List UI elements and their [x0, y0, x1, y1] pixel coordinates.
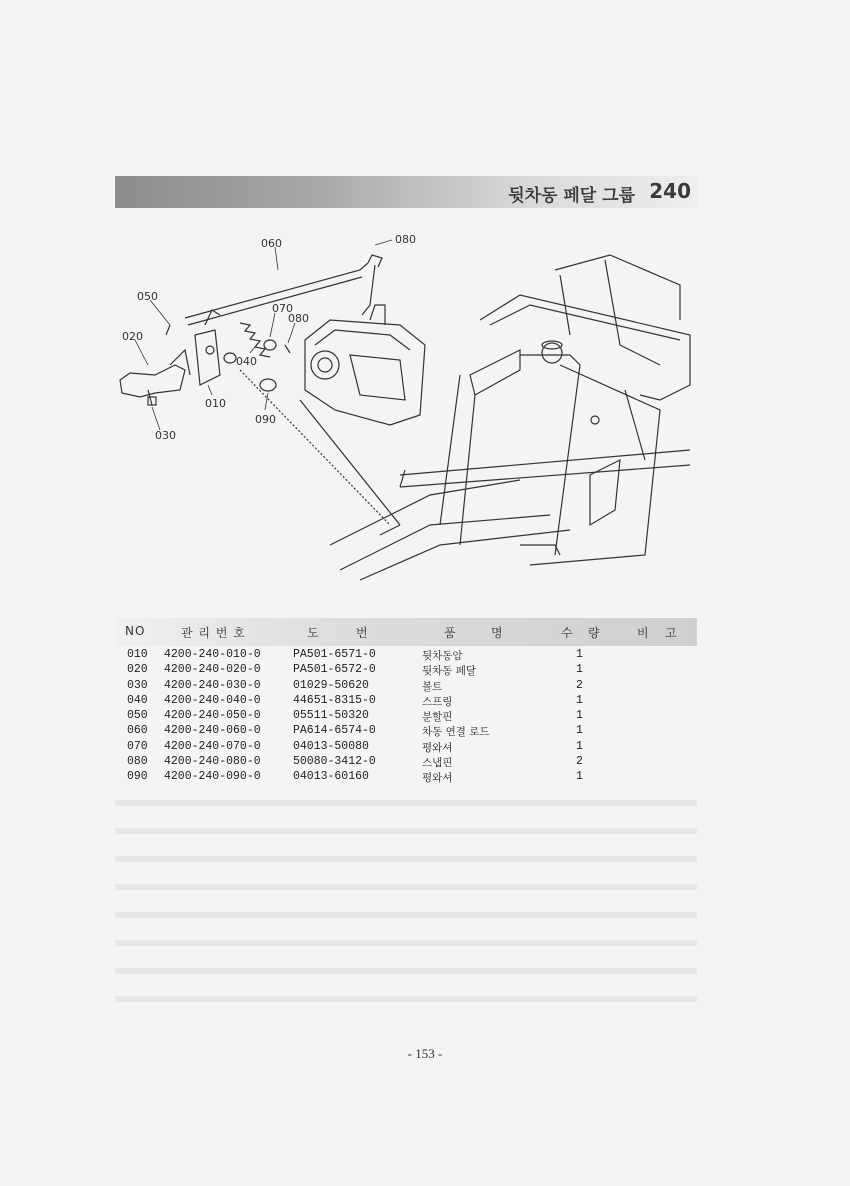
cell-qty: 1: [576, 693, 583, 707]
cell-qty: 2: [576, 755, 583, 769]
table-row: [127, 770, 697, 785]
cotter-pin-050: [166, 325, 170, 335]
col-name-2: 명: [491, 626, 504, 640]
cell-name: 평와셔: [422, 741, 453, 754]
col-no: NO: [125, 624, 146, 638]
cell-drawing: 01029-50620: [293, 678, 369, 692]
cell-code: 4200-240-040-0: [164, 693, 261, 707]
cell-drawing: 05511-50320: [293, 709, 369, 723]
col-remarks-1: 비: [637, 626, 650, 640]
cell-drawing: 50080-3412-0: [293, 755, 376, 769]
callout-090: 090: [255, 413, 276, 426]
table-row: [127, 694, 697, 709]
snap-pin-080: [285, 345, 290, 353]
callout-030: 030: [155, 429, 176, 442]
callout-060: 060: [261, 237, 282, 250]
cell-name: 평와셔: [422, 772, 453, 785]
cell-drawing: PA614-6574-0: [293, 724, 376, 738]
scan-noise-line: [115, 940, 697, 946]
cell-name: 볼트: [422, 680, 443, 693]
transmission-block: [305, 305, 425, 425]
group-number: 240: [649, 179, 691, 203]
table-row: [127, 724, 697, 739]
col-qty-2: 량: [588, 626, 601, 640]
cell-qty: 1: [576, 648, 583, 661]
table-row: [127, 740, 697, 755]
callout-020: 020: [122, 330, 143, 343]
cell-code: 4200-240-030-0: [164, 678, 261, 692]
frame-structure: [240, 255, 690, 580]
cell-code: 4200-240-020-0: [164, 663, 261, 677]
cell-name: 스프링: [422, 695, 453, 708]
section-header: [115, 176, 697, 208]
cell-drawing: 44651-8315-0: [293, 693, 376, 707]
cell-code: 4200-240-010-0: [164, 648, 261, 661]
col-qty-1: 수: [561, 626, 574, 640]
callout-040: 040: [236, 355, 257, 368]
callout-070: 070: [272, 302, 293, 315]
callout-010: 010: [205, 397, 226, 410]
cell-drawing: PA501-6572-0: [293, 663, 376, 677]
cell-no: 090: [127, 770, 148, 784]
table-row: [127, 755, 697, 770]
table-row: [127, 648, 697, 663]
scan-noise-line: [115, 996, 697, 1002]
col-code: 관 리 번 호: [181, 626, 246, 640]
parts-table-header: [115, 618, 697, 646]
scan-noise-line: [115, 968, 697, 974]
cell-name: 뒷차동 페달: [422, 665, 477, 678]
cell-name: 분할핀: [422, 711, 453, 724]
cell-code: 4200-240-070-0: [164, 739, 261, 753]
table-row: [127, 663, 697, 678]
cell-code: 4200-240-060-0: [164, 724, 261, 738]
scan-noise-line: [115, 828, 697, 834]
col-name-1: 품: [444, 626, 457, 640]
cell-qty: 1: [576, 663, 583, 677]
cell-qty: 2: [576, 678, 583, 692]
scan-noise-line: [115, 912, 697, 918]
cell-no: 040: [127, 693, 148, 707]
callout-080: 080: [288, 312, 309, 325]
cell-code: 4200-240-080-0: [164, 755, 261, 769]
cell-no: 070: [127, 739, 148, 753]
cell-no: 020: [127, 663, 148, 677]
cell-no: 060: [127, 724, 148, 738]
section-title: 뒷차동 페달 그룹: [508, 186, 635, 206]
cell-qty: 1: [576, 724, 583, 738]
callout-050: 050: [137, 290, 158, 303]
cell-qty: 1: [576, 739, 583, 753]
cell-name: 차동 연결 로드: [422, 726, 490, 739]
col-drawing-2: 번: [356, 626, 369, 640]
parts-diagram: [100, 225, 700, 590]
cell-code: 4200-240-090-0: [164, 770, 261, 784]
washer-070: [264, 340, 276, 350]
washer-090: [260, 379, 276, 391]
parts-table-body: [127, 648, 697, 786]
col-drawing-1: 도: [307, 626, 320, 640]
table-row: [127, 709, 697, 724]
pedal-020: [120, 350, 190, 405]
cell-code: 4200-240-050-0: [164, 709, 261, 723]
page-number: - 153 -: [407, 1046, 443, 1061]
cell-no: 080: [127, 755, 148, 769]
scan-noise-line: [115, 856, 697, 862]
cell-no: 010: [127, 648, 148, 661]
cell-name: 스냅핀: [422, 757, 453, 770]
cell-no: 050: [127, 709, 148, 723]
cell-drawing: PA501-6571-0: [293, 648, 376, 661]
callout-080-top: 080: [395, 233, 416, 246]
scan-noise-line: [115, 800, 697, 806]
cell-name: 뒷차동암: [422, 650, 463, 662]
cell-no: 030: [127, 678, 148, 692]
cell-drawing: 04013-50080: [293, 739, 369, 753]
arm-010: [195, 310, 220, 385]
cell-drawing: 04013-60160: [293, 770, 369, 784]
table-row: [127, 679, 697, 694]
cell-qty: 1: [576, 770, 583, 784]
scan-noise-line: [115, 884, 697, 890]
cell-qty: 1: [576, 709, 583, 723]
col-remarks-2: 고: [665, 626, 678, 640]
